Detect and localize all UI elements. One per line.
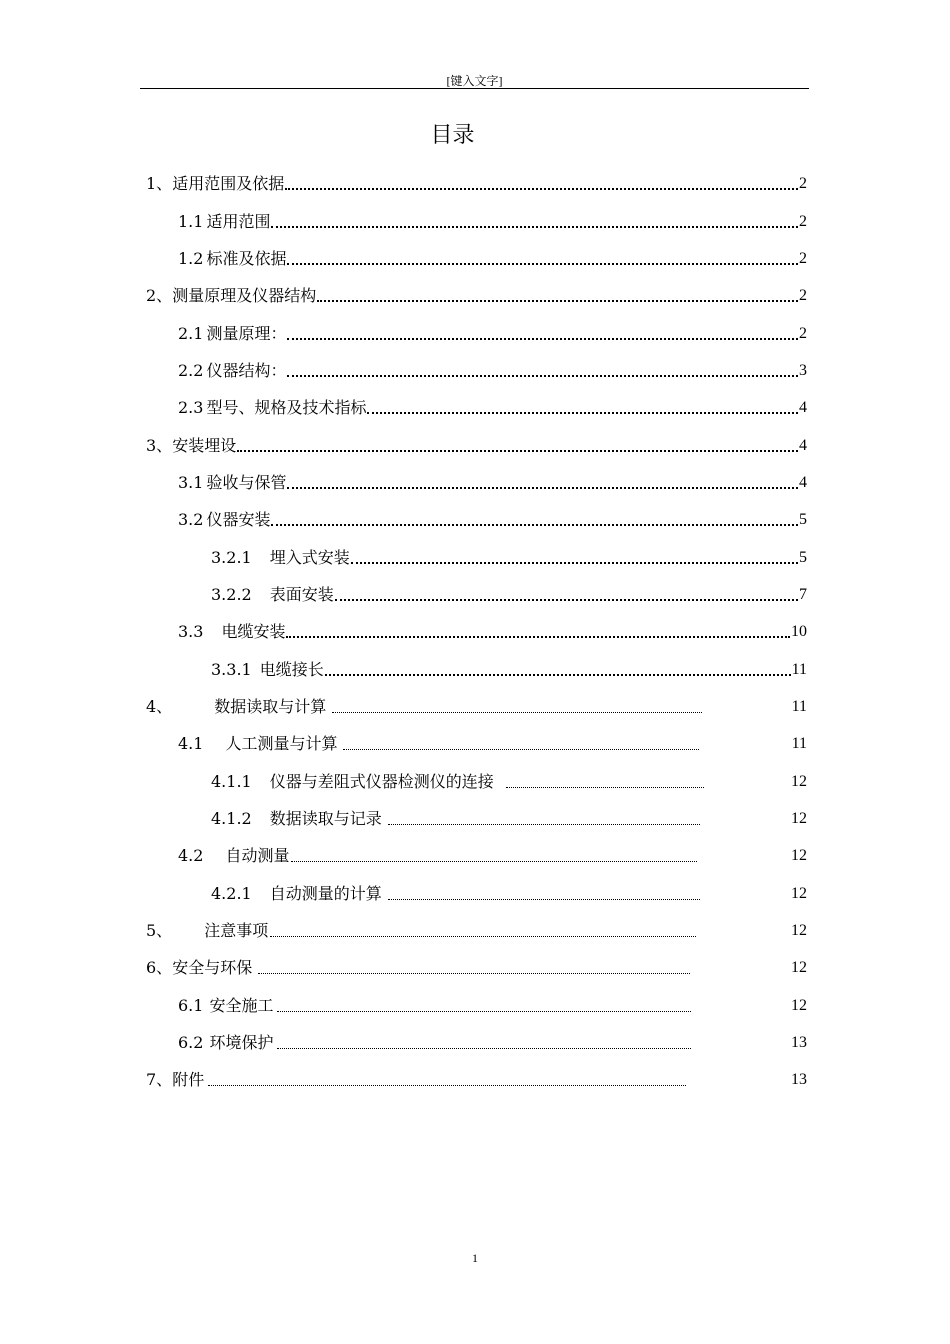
toc-entry-number: 4.2.1 [211,884,252,903]
toc-entry-page: 4 [799,437,807,454]
toc-entry-number: 4.1.2 [211,809,252,828]
toc-entry-title: 标准及依据 [206,249,287,268]
toc-entry[interactable] [178,1029,807,1053]
toc-entry[interactable] [178,730,807,754]
toc-entry-number: 1、 [146,174,173,193]
toc-entry-number: 4.1.1 [211,772,252,791]
toc-entry-page: 10 [791,623,807,640]
toc-entry-number: 3.2 [178,510,204,529]
toc-entry-page: 12 [791,810,807,827]
toc-entry-title: 附件 [172,1070,205,1089]
toc-dot-leader [388,899,700,900]
toc-entry-number: 2.1 [178,324,204,343]
toc-entry-title: 人工测量与计算 [225,734,338,753]
toc-dot-leader [287,263,798,265]
toc-entry-number: 3.3 [178,622,204,641]
toc-dot-leader [277,1048,691,1049]
page-header: [键入文字] [446,74,503,88]
toc-entry-number: 6、 [146,958,173,977]
toc-entry-page: 2 [799,250,807,267]
toc-entry-title: 埋入式安装 [269,548,350,567]
toc-entry-number: 3.1 [178,473,204,492]
toc-dot-leader [285,188,798,190]
toc-entry-page: 5 [799,511,807,528]
toc-entry-page: 13 [791,1034,807,1051]
toc-entry-title: 数据读取与记录 [269,809,382,828]
toc-entry-page: 12 [791,847,807,864]
toc-dot-leader [291,861,697,862]
toc-entry-title: 测量原理及仪器结构 [172,286,317,305]
toc-entry[interactable] [146,693,807,717]
toc-entry-page: 11 [791,735,807,752]
toc-dot-leader [287,487,798,489]
toc-entry-number: 1.2 [178,249,204,268]
toc-entry[interactable] [146,917,807,941]
toc-entry-title: 仪器安装 [206,510,271,529]
toc-entry[interactable] [146,954,807,978]
toc-entry-title: 表面安装 [269,585,334,604]
toc-entry[interactable] [211,581,807,605]
toc-dot-leader [287,338,798,340]
toc-entry-page: 11 [791,661,807,678]
toc-entry[interactable] [146,282,807,306]
toc-entry[interactable] [146,170,807,194]
toc-entry-number: 3.2.2 [211,585,252,604]
toc-entry-number: 4.2 [178,846,204,865]
toc-dot-leader [388,824,700,825]
toc-dot-leader [208,1085,686,1086]
toc-entry-title: 电缆安装 [221,622,286,641]
toc-entry-number: 3、 [146,436,173,455]
toc-entry-title: 测量原理： [206,324,287,343]
toc-entry-page: 13 [791,1071,807,1088]
toc-entry-page: 11 [791,698,807,715]
toc-entry-title: 数据读取与计算 [214,697,327,716]
toc-entry-number: 2、 [146,286,173,305]
toc-dot-leader [317,300,798,302]
toc-entry-page: 3 [799,362,807,379]
toc-entry-title: 注意事项 [204,921,269,940]
toc-dot-leader [271,226,798,228]
toc-entry[interactable] [178,245,807,269]
toc-entry[interactable] [178,506,807,530]
toc-entry-number: 2.3 [178,398,204,417]
toc-entry[interactable] [178,357,807,381]
toc-dot-leader [277,1011,691,1012]
toc-entry-page: 4 [799,399,807,416]
toc-entry[interactable] [211,768,807,792]
toc-entry-number: 5、 [146,921,173,940]
toc-dot-leader [325,674,791,676]
toc-dot-leader [351,562,798,564]
toc-entry-number: 3.3.1 [211,660,252,679]
toc-entry[interactable] [178,394,807,418]
toc-entry[interactable] [178,208,807,232]
toc-entry-number: 1.1 [178,212,204,231]
toc-title: 目录 [430,123,475,148]
toc-entry-title: 仪器结构： [206,361,287,380]
toc-entry-page: 2 [799,325,807,342]
toc-entry-page: 12 [791,959,807,976]
toc-entry-page: 2 [799,175,807,192]
toc-entry-page: 12 [791,773,807,790]
toc-dot-leader [335,599,798,601]
toc-entry-page: 12 [791,885,807,902]
toc-entry-title: 安装埋设 [172,436,237,455]
toc-dot-leader [332,712,702,713]
toc-entry-title: 自动测量的计算 [269,884,382,903]
toc-entry[interactable] [211,805,807,829]
toc-entry-number: 6.2 [178,1033,204,1052]
toc-dot-leader [270,936,696,937]
toc-entry-page: 2 [799,287,807,304]
toc-dot-leader [258,973,690,974]
toc-entry-title: 适用范围 [206,212,271,231]
toc-entry-title: 环境保护 [209,1033,274,1052]
toc-entry-title: 自动测量 [225,846,290,865]
toc-entry[interactable] [178,992,807,1016]
toc-dot-leader [287,375,798,377]
toc-entry[interactable] [178,842,807,866]
toc-entry[interactable] [211,656,807,680]
toc-entry-number: 3.2.1 [211,548,252,567]
toc-entry-page: 4 [799,474,807,491]
toc-entry-page: 2 [799,213,807,230]
toc-entry[interactable] [178,618,807,642]
toc-entry-title: 仪器与差阻式仪器检测仪的连接 [269,772,494,791]
toc-entry[interactable] [211,544,807,568]
toc-entry-title: 安全施工 [209,996,274,1015]
toc-entry-number: 4.1 [178,734,204,753]
toc-entry[interactable] [211,880,807,904]
toc-entry[interactable] [146,432,807,456]
toc-entry-page: 5 [799,549,807,566]
toc-dot-leader [343,749,699,750]
toc-entry[interactable] [178,320,807,344]
toc-entry[interactable] [146,1066,807,1090]
toc-entry-number: 6.1 [178,996,204,1015]
toc-dot-leader [506,787,704,788]
toc-entry-page: 7 [799,586,807,603]
toc-entry-number: 4、 [146,697,173,716]
toc-dot-leader [237,450,798,452]
toc-entry-number: 2.2 [178,361,204,380]
toc-entry-page: 12 [791,922,807,939]
toc-entry-title: 型号、规格及技术指标 [206,398,367,417]
toc-entry[interactable] [178,469,807,493]
toc-dot-leader [367,412,798,414]
toc-dot-leader [286,636,790,638]
toc-dot-leader [271,524,798,526]
toc-entry-title: 安全与环保 [172,958,253,977]
toc-entry-title: 适用范围及依据 [172,174,285,193]
toc-entry-page: 12 [791,997,807,1014]
toc-entry-title: 验收与保管 [206,473,287,492]
toc-entry-number: 7、 [146,1070,173,1089]
toc-entry-title: 电缆接长 [259,660,324,679]
page-number: 1 [472,1251,478,1265]
